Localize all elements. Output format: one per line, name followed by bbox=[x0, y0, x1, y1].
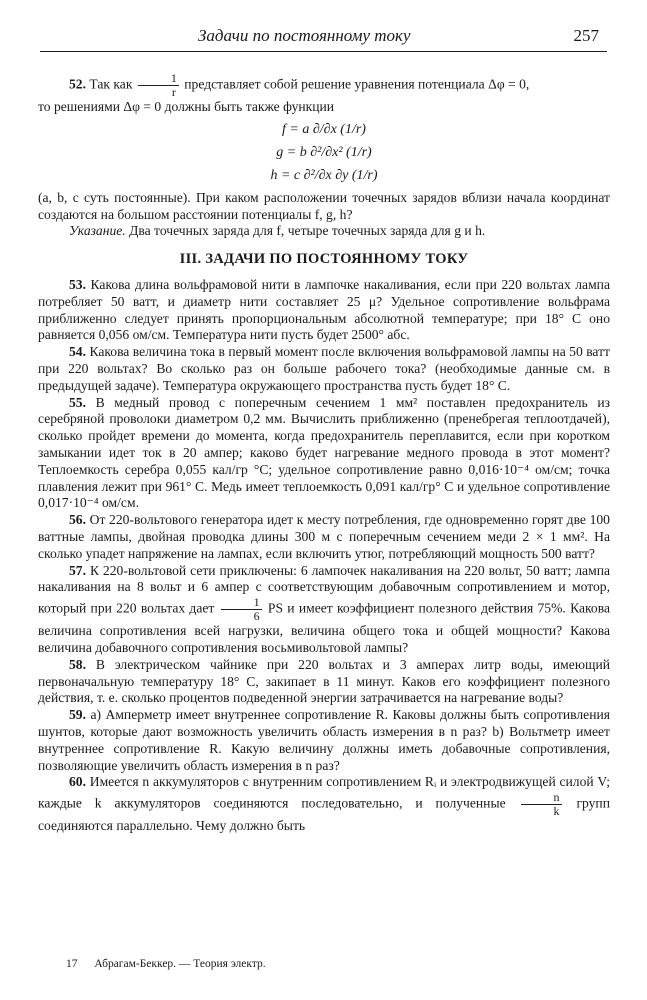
formula-g: g = b ∂²/∂x² (1/r) bbox=[276, 144, 372, 160]
running-title: Задачи по постоянному току bbox=[198, 26, 411, 45]
fraction-n-over-k: $\frac{n}{k}$ bbox=[521, 791, 562, 818]
fraction-1-over-6: $\frac{1}{6}$ bbox=[221, 596, 262, 623]
hint-label: Указание. bbox=[69, 223, 126, 239]
problem-52-intro: 52. Так как $\frac{1}{r}$ представляет собой решение уравнения потенциала Δφ = 0, bbox=[69, 71, 530, 99]
running-header bbox=[40, 26, 607, 52]
problem-56: 56. От 220-вольтового генератора идет к месту потребления, где одновременно горят две 100 ваттные лампы, двойная проводка длины 300 м с поперечным сечением меди 2 × 1 мм². На сколько упадет напряжение на лампах, если включить утюг, потребляющий мощность 500 ватт? bbox=[38, 512, 610, 561]
header-rule bbox=[40, 51, 607, 52]
problem-59: 59. a) Амперметр имеет внутреннее сопротивление R. Каковы должны быть сопротивления шунтов, которые дают возможность увеличить область измерения в n раз? b) Вольтметр имеет внутреннее сопротивление R. Какую величину должны иметь добавочные сопротивления, позволяющие увеличить область измерения в n раз? bbox=[38, 707, 611, 773]
problem-52-after: (a, b, c суть постоянные). При каком расположении точечных зарядов вблизи начала координат создаются на большом расстоянии потенциалы f, g, h? bbox=[38, 189, 610, 222]
page-body bbox=[38, 72, 610, 835]
footer-text: Абрагам-Беккер. — Теория электр. bbox=[94, 958, 266, 970]
fraction-1-over-r: $\frac{1}{r}$ bbox=[138, 72, 179, 99]
problem-53: 53. Какова длина вольфрамовой нити в лампочке накаливания, если при 220 вольтах лампа потребляет 50 ватт, и диаметр нити составляет 25 μ? Удельное сопротивление вольфрама приближенно следует принять пропорциональным абсолютной температуре; при 18° C оно равняется 0,056 ом/см. Температура нити пусть будет 2500° абс. bbox=[38, 276, 610, 343]
formula-f: f = a ∂/∂x (1/r) bbox=[282, 121, 366, 137]
problem-55: 55. В медный провод с поперечным сечением 1 мм² поставлен предохранитель из серебряной проволоки диаметром 0,2 мм. Вычислить приближенно (пренебрегая теплоотдачей), сколько пройдет времени до момента, когда предохранитель переплавится, если при коротком замыкании идет ток в 20 ампер; каково будет нагревание медного провода в этот момент? Теплоемкость серебра 0,055 кал/гр °C; удельное сопротивление равно 0,016·10⁻⁴ ом/см; точка плавления лежит при 961° C. Медь имеет теплоемкость 0,091 кал/гр° C и удельное сопротивление 0,017·10⁻⁴ ом/см. bbox=[38, 394, 610, 511]
footer bbox=[66, 958, 266, 970]
formula-h: h = c ∂²/∂x ∂y (1/r) bbox=[270, 167, 378, 183]
problem-54: 54. Какова величина тока в первый момент после включения вольфрамовой лампы на 50 ватт при 220 вольтах? Во сколько раз он больше рабочего тока? (необходимые данные см. в предыдущей задаче). Температура окружающего пространства пусть будет 18° C. bbox=[38, 344, 610, 393]
problem-57: 57. К 220-вольтовой сети приключены: 6 лампочек накаливания на 220 вольт, 50 ватт; лампа накаливания на 8 вольт и 6 ампер с соответствующим добавочным сопротивлением и мотор, который при 220 вольтах дает $\frac{1}{6}$ PS и имеет коэффициент полезного действия 75%. Какова величина сопротивления всей нагрузки, величина общего тока и общей мощности? Какова величина добавочного сопротивления восьмивольтовой лампы? bbox=[38, 562, 611, 655]
problem-52-line2: то решениями Δφ = 0 должны быть также функции bbox=[38, 99, 335, 114]
problem-58: 58. В электрическом чайнике при 220 вольтах и 3 амперах литр воды, имеющий первоначальную температуру 18° C, закипает в 11 минут. Каков его коэффициент полезного действия, т. е. сколько процентов подведенной энергии затрачивается на нагревание воды? bbox=[38, 656, 610, 706]
page-number: 257 bbox=[573, 26, 599, 45]
section-title: III. ЗАДАЧИ ПО ПОСТОЯННОМУ ТОКУ bbox=[179, 251, 469, 268]
problem-52-hint: Указание. Два точечных заряда для f, четыре точечных заряда для g и h. bbox=[69, 223, 486, 239]
signature-mark: 17 bbox=[66, 958, 78, 970]
problem-60: 60. Имеется n аккумуляторов с внутренним сопротивлением Rᵢ и электродвижущей силой V; каждые k аккумуляторов соединяются последовательно, и полученные $\frac{n}{k}$ групп соединяются параллельно. Чему должно быть bbox=[38, 774, 610, 834]
